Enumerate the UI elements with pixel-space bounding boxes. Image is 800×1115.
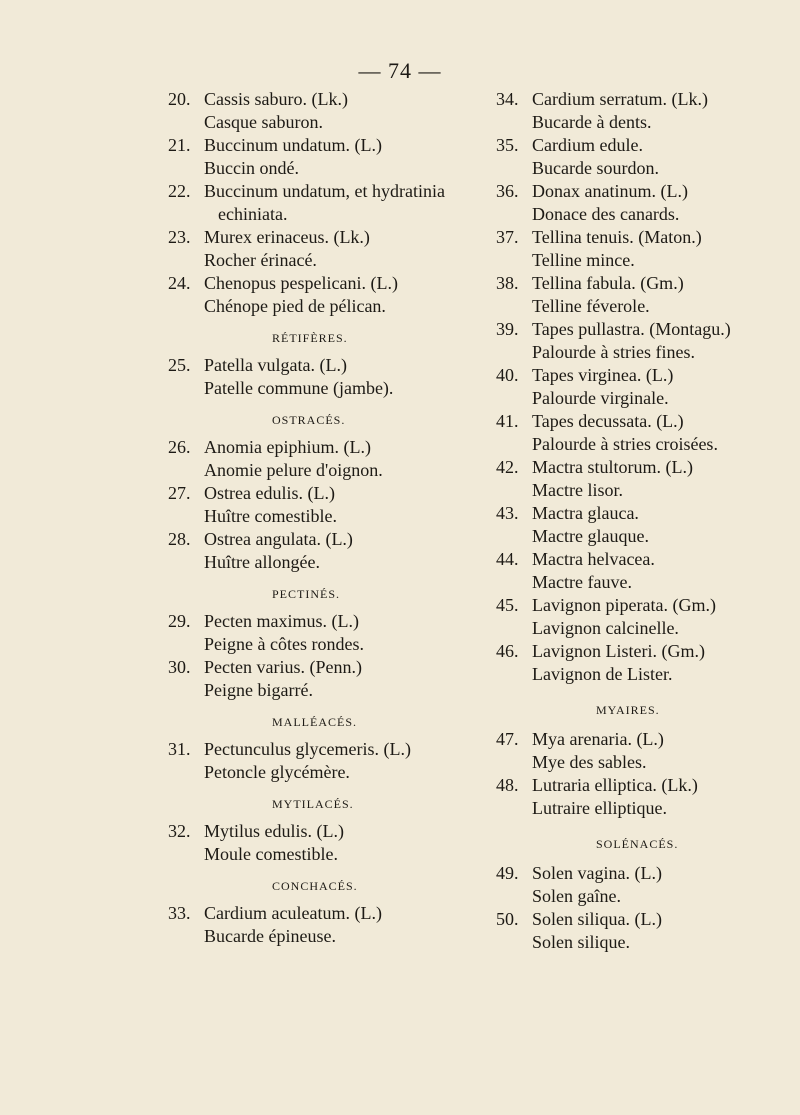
- latin-name: Cassis saburo. (Lk.): [204, 89, 348, 109]
- entry-number: 23.: [168, 227, 191, 247]
- latin-name: Ostrea angulata. (L.): [204, 529, 353, 549]
- latin-name: Pecten varius. (Penn.): [204, 657, 362, 677]
- latin-name: Cardium edule.: [532, 135, 643, 155]
- species-entry: [496, 728, 786, 774]
- latin-name: Ostrea edulis. (L.): [204, 483, 335, 503]
- latin-name: Lavignon piperata. (Gm.): [532, 595, 716, 615]
- entry-number: 48.: [496, 775, 519, 795]
- species-entry: [496, 548, 786, 594]
- french-name: Peigne bigarré.: [204, 680, 313, 700]
- section-heading: MYTILACÉS.: [272, 797, 354, 811]
- french-name: Mye des sables.: [532, 752, 647, 772]
- species-entry: [496, 640, 786, 686]
- entry-number: 33.: [168, 903, 191, 923]
- species-entry: [168, 610, 488, 656]
- latin-name: Tapes decussata. (L.): [532, 411, 684, 431]
- species-entry: [168, 226, 488, 272]
- entry-number: 34.: [496, 89, 519, 109]
- latin-name: Mytilus edulis. (L.): [204, 821, 344, 841]
- latin-name: Pecten maximus. (L.): [204, 611, 359, 631]
- species-entry: [496, 774, 786, 820]
- french-name: Rocher érinacé.: [204, 250, 317, 270]
- section-heading: PECTINÉS.: [272, 587, 341, 601]
- entry-number: 47.: [496, 729, 519, 749]
- section-heading: OSTRACÉS.: [272, 413, 346, 427]
- species-entry: [496, 226, 786, 272]
- section-heading: MALLÉACÉS.: [272, 715, 357, 729]
- entry-number: 28.: [168, 529, 191, 549]
- species-entry: [168, 354, 488, 400]
- species-entry: [168, 656, 488, 702]
- latin-name: Solen vagina. (L.): [532, 863, 662, 883]
- entry-number: 45.: [496, 595, 519, 615]
- french-name: Mactre fauve.: [532, 572, 632, 592]
- entry-number: 37.: [496, 227, 519, 247]
- latin-name: Donax anatinum. (L.): [532, 181, 688, 201]
- entry-number: 41.: [496, 411, 519, 431]
- species-entry: [496, 180, 786, 226]
- species-entry: [168, 272, 488, 318]
- section-heading: SOLÉNACÉS.: [596, 837, 679, 851]
- section-heading: CONCHACÉS.: [272, 879, 358, 893]
- entry-number: 44.: [496, 549, 519, 569]
- latin-name: Mya arenaria. (L.): [532, 729, 664, 749]
- french-name: Bucarde sourdon.: [532, 158, 659, 178]
- french-name: Peigne à côtes rondes.: [204, 634, 364, 654]
- french-name: Palourde virginale.: [532, 388, 669, 408]
- section-heading: MYAIRES.: [596, 703, 660, 717]
- species-entry: [496, 88, 786, 134]
- species-entry: [496, 318, 786, 364]
- latin-name: Pectunculus glycemeris. (L.): [204, 739, 411, 759]
- page-number: — 74 —: [358, 58, 442, 83]
- french-name: Patelle commune (jambe).: [204, 378, 394, 398]
- species-entry: [168, 180, 488, 226]
- species-entry: [168, 436, 488, 482]
- species-entry: [168, 482, 488, 528]
- french-name: Moule comestible.: [204, 844, 338, 864]
- right-column: [496, 88, 786, 954]
- latin-name: Solen siliqua. (L.): [532, 909, 662, 929]
- french-name: Buccin ondé.: [204, 158, 299, 178]
- latin-name: Tapes pullastra. (Montagu.): [532, 319, 731, 339]
- entry-number: 31.: [168, 739, 191, 759]
- entry-number: 27.: [168, 483, 191, 503]
- species-entry: [496, 134, 786, 180]
- entry-number: 39.: [496, 319, 519, 339]
- entry-number: 25.: [168, 355, 191, 375]
- french-name: Huître allongée.: [204, 552, 320, 572]
- entry-number: 26.: [168, 437, 191, 457]
- section-heading: RÉTIFÈRES.: [272, 331, 348, 345]
- french-name: Solen silique.: [532, 932, 630, 952]
- latin-name: Buccinum undatum, et hydratinia: [204, 181, 445, 201]
- french-name: Solen gaîne.: [532, 886, 621, 906]
- latin-name: Tellina tenuis. (Maton.): [532, 227, 702, 247]
- french-name: Lavignon de Lister.: [532, 664, 673, 684]
- species-entry: [496, 594, 786, 640]
- french-name: Casque saburon.: [204, 112, 323, 132]
- entry-number: 35.: [496, 135, 519, 155]
- entry-number: 24.: [168, 273, 191, 293]
- french-name: Lutraire elliptique.: [532, 798, 667, 818]
- entry-number: 49.: [496, 863, 519, 883]
- latin-name: Cardium serratum. (Lk.): [532, 89, 708, 109]
- entry-number: 42.: [496, 457, 519, 477]
- species-entry: [496, 410, 786, 456]
- entry-number: 36.: [496, 181, 519, 201]
- french-name: Lavignon calcinelle.: [532, 618, 679, 638]
- entry-number: 43.: [496, 503, 519, 523]
- french-name: Telline féverole.: [532, 296, 650, 316]
- french-name: Donace des canards.: [532, 204, 680, 224]
- latin-name: Tapes virginea. (L.): [532, 365, 674, 385]
- entry-number: 32.: [168, 821, 191, 841]
- french-name: Palourde à stries fines.: [532, 342, 695, 362]
- species-entry: [168, 902, 488, 948]
- latin-name: Tellina fabula. (Gm.): [532, 273, 684, 293]
- species-entry: [168, 820, 488, 866]
- entry-number: 30.: [168, 657, 191, 677]
- french-name: Anomie pelure d'oignon.: [204, 460, 383, 480]
- entry-number: 40.: [496, 365, 519, 385]
- latin-name: Mactra helvacea.: [532, 549, 655, 569]
- species-entry: [168, 738, 488, 784]
- entry-number: 46.: [496, 641, 519, 661]
- french-name: Telline mince.: [532, 250, 635, 270]
- french-name: Palourde à stries croisées.: [532, 434, 718, 454]
- latin-name: Patella vulgata. (L.): [204, 355, 347, 375]
- latin-name: Mactra glauca.: [532, 503, 639, 523]
- latin-name: Anomia epiphium. (L.): [204, 437, 371, 457]
- french-name: Bucarde à dents.: [532, 112, 652, 132]
- french-name: Mactre glauque.: [532, 526, 649, 546]
- entry-number: 20.: [168, 89, 191, 109]
- latin-name: Mactra stultorum. (L.): [532, 457, 693, 477]
- latin-name: Murex erinaceus. (Lk.): [204, 227, 370, 247]
- latin-name: Lutraria elliptica. (Lk.): [532, 775, 698, 795]
- entry-number: 38.: [496, 273, 519, 293]
- entry-number: 50.: [496, 909, 519, 929]
- entry-number: 29.: [168, 611, 191, 631]
- french-name: Chénope pied de pélican.: [204, 296, 386, 316]
- french-name: echiniata.: [218, 204, 288, 224]
- species-entry: [168, 88, 488, 134]
- latin-name: Cardium aculeatum. (L.): [204, 903, 382, 923]
- french-name: Petoncle glycémère.: [204, 762, 350, 782]
- species-entry: [168, 528, 488, 574]
- left-column: [168, 88, 488, 948]
- species-entry: [496, 456, 786, 502]
- species-entry: [496, 272, 786, 318]
- french-name: Bucarde épineuse.: [204, 926, 336, 946]
- species-entry: [496, 862, 786, 908]
- french-name: Huître comestible.: [204, 506, 337, 526]
- french-name: Mactre lisor.: [532, 480, 623, 500]
- species-entry: [168, 134, 488, 180]
- latin-name: Chenopus pespelicani. (L.): [204, 273, 398, 293]
- species-entry: [496, 364, 786, 410]
- latin-name: Lavignon Listeri. (Gm.): [532, 641, 705, 661]
- latin-name: Buccinum undatum. (L.): [204, 135, 382, 155]
- species-entry: [496, 908, 786, 954]
- species-entry: [496, 502, 786, 548]
- entry-number: 21.: [168, 135, 191, 155]
- entry-number: 22.: [168, 181, 191, 201]
